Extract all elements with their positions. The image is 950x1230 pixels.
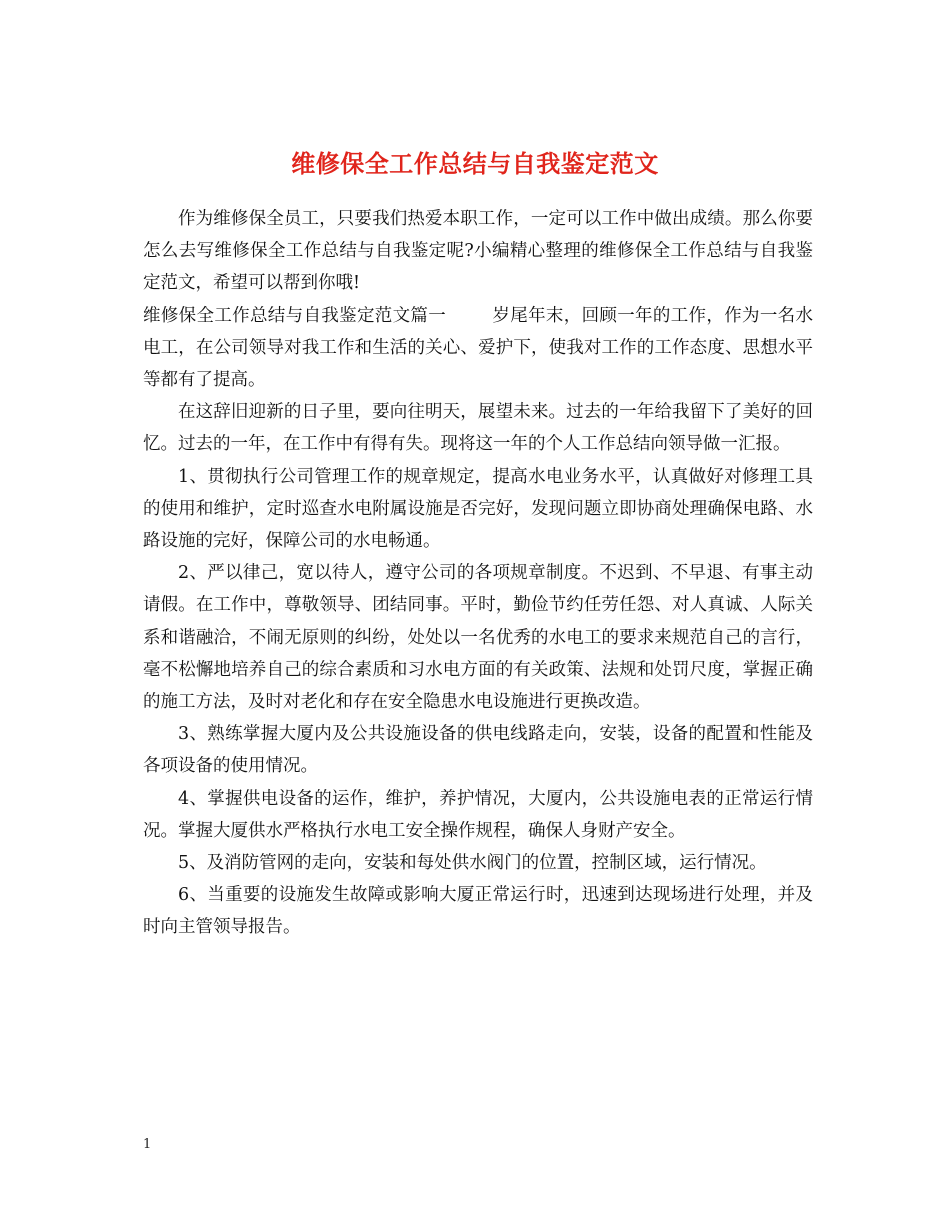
list-item-4: 4、掌握供电设备的运作，维护，养护情况，大厦内，公共设施电表的正常运行情况。掌握大厦供水严格执行水电工安全操作规程，确保人身财产安全。 bbox=[143, 788, 813, 841]
intro-paragraph: 作为维修保全员工，只要我们热爱本职工作，一定可以工作中做出成绩。那么你要怎么去写维修保全工作总结与自我鉴定呢?小编精心整理的维修保全工作总结与自我鉴定范文，希望可以帮到你哦! bbox=[143, 209, 813, 294]
body-paragraph: 在这辞旧迎新的日子里，要向往明天，展望未来。过去的一年给我留下了美好的回忆。过去的一年，在工作中有得有失。现将这一年的个人工作总结向领导做一汇报。 bbox=[143, 402, 813, 455]
list-item-1: 1、贯彻执行公司管理工作的规章规定，提高水电业务水平，认真做好对修理工具的使用和维护，定时巡查水电附属设施是否完好，发现问题立即协商处理确保电路、水路设施的完好，保障公司的水电畅通。 bbox=[143, 466, 813, 552]
list-item-6: 6、当重要的设施发生故障或影响大厦正常运行时，迅速到达现场进行处理，并及时向主管领导报告。 bbox=[143, 885, 813, 938]
list-item-2: 2、严以律己，宽以待人，遵守公司的各项规章制度。不迟到、不早退、有事主动请假。在工作中，尊敬领导、团结同事。平时，勤俭节约任劳任怨、对人真诚、人际关系和谐融洽，不闹无原则的纠纷，处处以一名优秀的水电工的要求来规范自己的言行，毫不松懈地培养自己的综合素质和习水电方面的有关政策、法规和处罚尺度，掌握正确的施工方法，及时对老化和存在安全隐患水电设施进行更换改造。 bbox=[143, 563, 813, 713]
list-item-5: 5、及消防管网的走向，安装和每处供水阀门的位置，控制区域，运行情况。 bbox=[178, 853, 767, 874]
section-heading: 维修保全工作总结与自我鉴定范文篇一 bbox=[143, 305, 447, 326]
document-body bbox=[143, 203, 813, 944]
list-item-3: 3、熟练掌握大厦内及公共设施设备的供电线路走向，安装，设备的配置和性能及各项设备的使用情况。 bbox=[143, 724, 813, 777]
section-first-text: 岁尾年末，回顾一年的工作，作为一名水电工，在公司领导对我工作和生活的关心、爱护下，使我对工作的工作态度、思想水平等都有了提高。 bbox=[143, 305, 814, 391]
page-number: 1 bbox=[143, 1137, 152, 1152]
section-one-paragraph bbox=[143, 300, 813, 397]
document-title: 维修保全工作总结与自我鉴定范文 bbox=[291, 149, 659, 179]
